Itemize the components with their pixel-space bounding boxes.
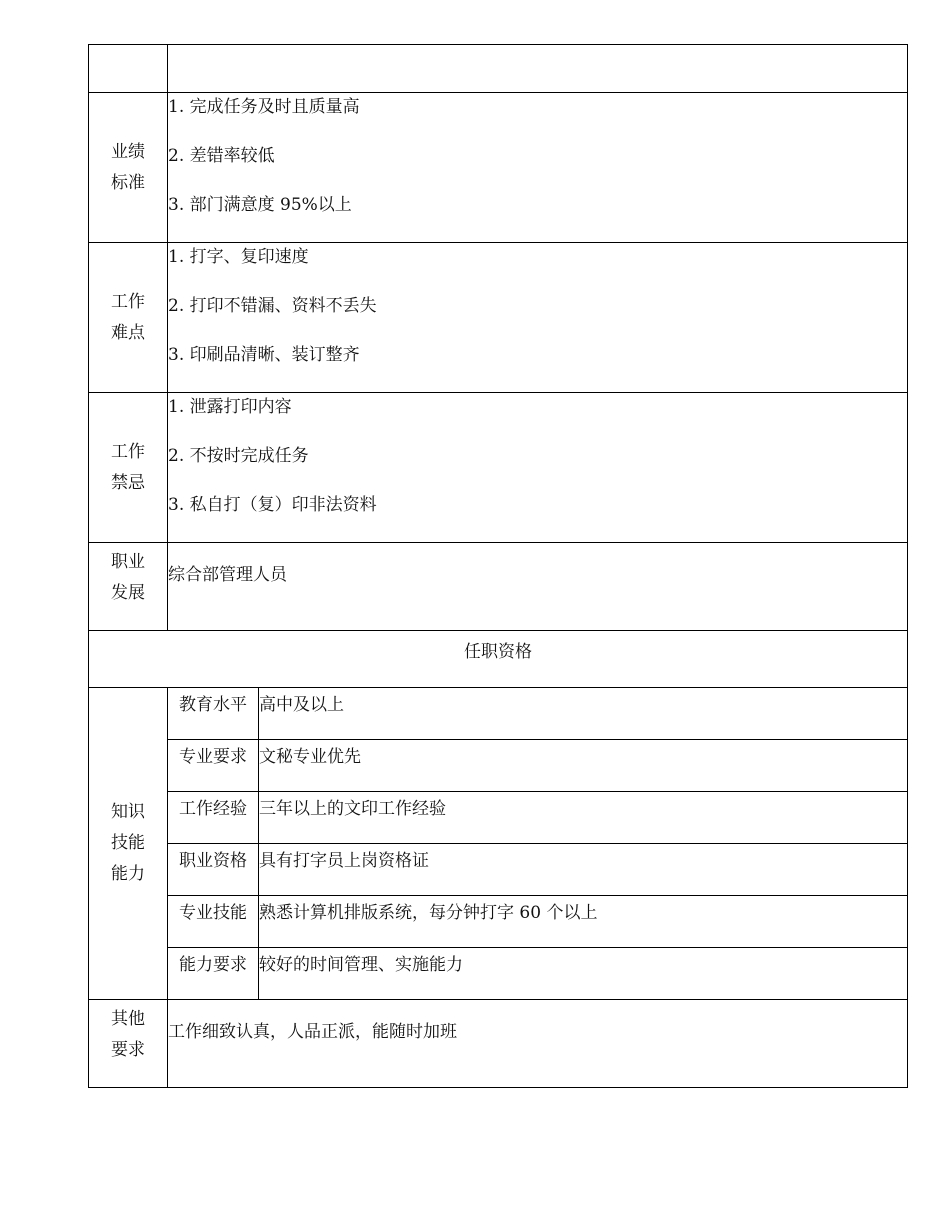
career-row — [89, 543, 908, 631]
qualification-group-label-text: 知识 技能 能力 — [111, 802, 145, 884]
qualification-value: 较好的时间管理、实施能力 — [259, 948, 908, 1000]
list-item: 2. 不按时完成任务 — [168, 446, 309, 466]
empty-header-row — [89, 45, 908, 93]
difficulty-label-text: 工作 难点 — [111, 291, 145, 343]
list-item: 1. 完成任务及时且质量高 — [168, 97, 360, 117]
qualification-title-row — [89, 631, 908, 688]
taboo-label-text: 工作 禁忌 — [111, 441, 145, 493]
table-row — [89, 896, 908, 948]
other-label-text: 其他 要求 — [111, 1009, 145, 1060]
qualification-value: 具有打字员上岗资格证 — [259, 844, 908, 896]
table-row — [89, 844, 908, 896]
table-row — [89, 792, 908, 844]
qualification-group-label — [89, 688, 168, 1000]
career-label-text: 职业 发展 — [111, 552, 145, 603]
taboo-list — [168, 393, 908, 543]
performance-list — [168, 93, 908, 243]
qualification-value: 三年以上的文印工作经验 — [259, 792, 908, 844]
list-item: 2. 打印不错漏、资料不丢失 — [168, 296, 377, 316]
list-item: 1. 泄露打印内容 — [168, 397, 292, 417]
difficulty-row — [89, 243, 908, 393]
qualification-title — [89, 631, 908, 688]
list-item: 3. 部门满意度 95%以上 — [168, 195, 352, 215]
career-label — [89, 543, 168, 631]
table-row — [89, 740, 908, 792]
performance-row — [89, 93, 908, 243]
qualification-title-text: 任职资格 — [464, 641, 532, 662]
empty-content-cell — [168, 45, 908, 93]
career-text: 综合部管理人员 — [168, 543, 908, 631]
qualification-key: 专业技能 — [168, 896, 259, 948]
performance-label-text: 业绩 标准 — [111, 141, 145, 193]
other-row — [89, 1000, 908, 1088]
difficulty-list — [168, 243, 908, 393]
qualification-value: 文秘专业优先 — [259, 740, 908, 792]
taboo-label — [89, 393, 168, 543]
list-item: 1. 打字、复印速度 — [168, 247, 309, 267]
taboo-row — [89, 393, 908, 543]
table-row — [89, 948, 908, 1000]
performance-label — [89, 93, 168, 243]
empty-label-cell — [89, 45, 168, 93]
qualification-key: 专业要求 — [168, 740, 259, 792]
other-text: 工作细致认真，人品正派，能随时加班 — [168, 1000, 908, 1088]
list-item: 3. 私自打（复）印非法资料 — [168, 495, 377, 515]
qualification-value: 熟悉计算机排版系统，每分钟打字 60 个以上 — [259, 896, 908, 948]
table-row — [89, 688, 908, 740]
qualification-key: 职业资格 — [168, 844, 259, 896]
job-description-table — [88, 44, 908, 1088]
qualification-key: 教育水平 — [168, 688, 259, 740]
qualification-value: 高中及以上 — [259, 688, 908, 740]
qualification-key: 工作经验 — [168, 792, 259, 844]
other-label — [89, 1000, 168, 1088]
difficulty-label — [89, 243, 168, 393]
list-item: 2. 差错率较低 — [168, 146, 275, 166]
qualification-key: 能力要求 — [168, 948, 259, 1000]
list-item: 3. 印刷品清晰、装订整齐 — [168, 345, 360, 365]
